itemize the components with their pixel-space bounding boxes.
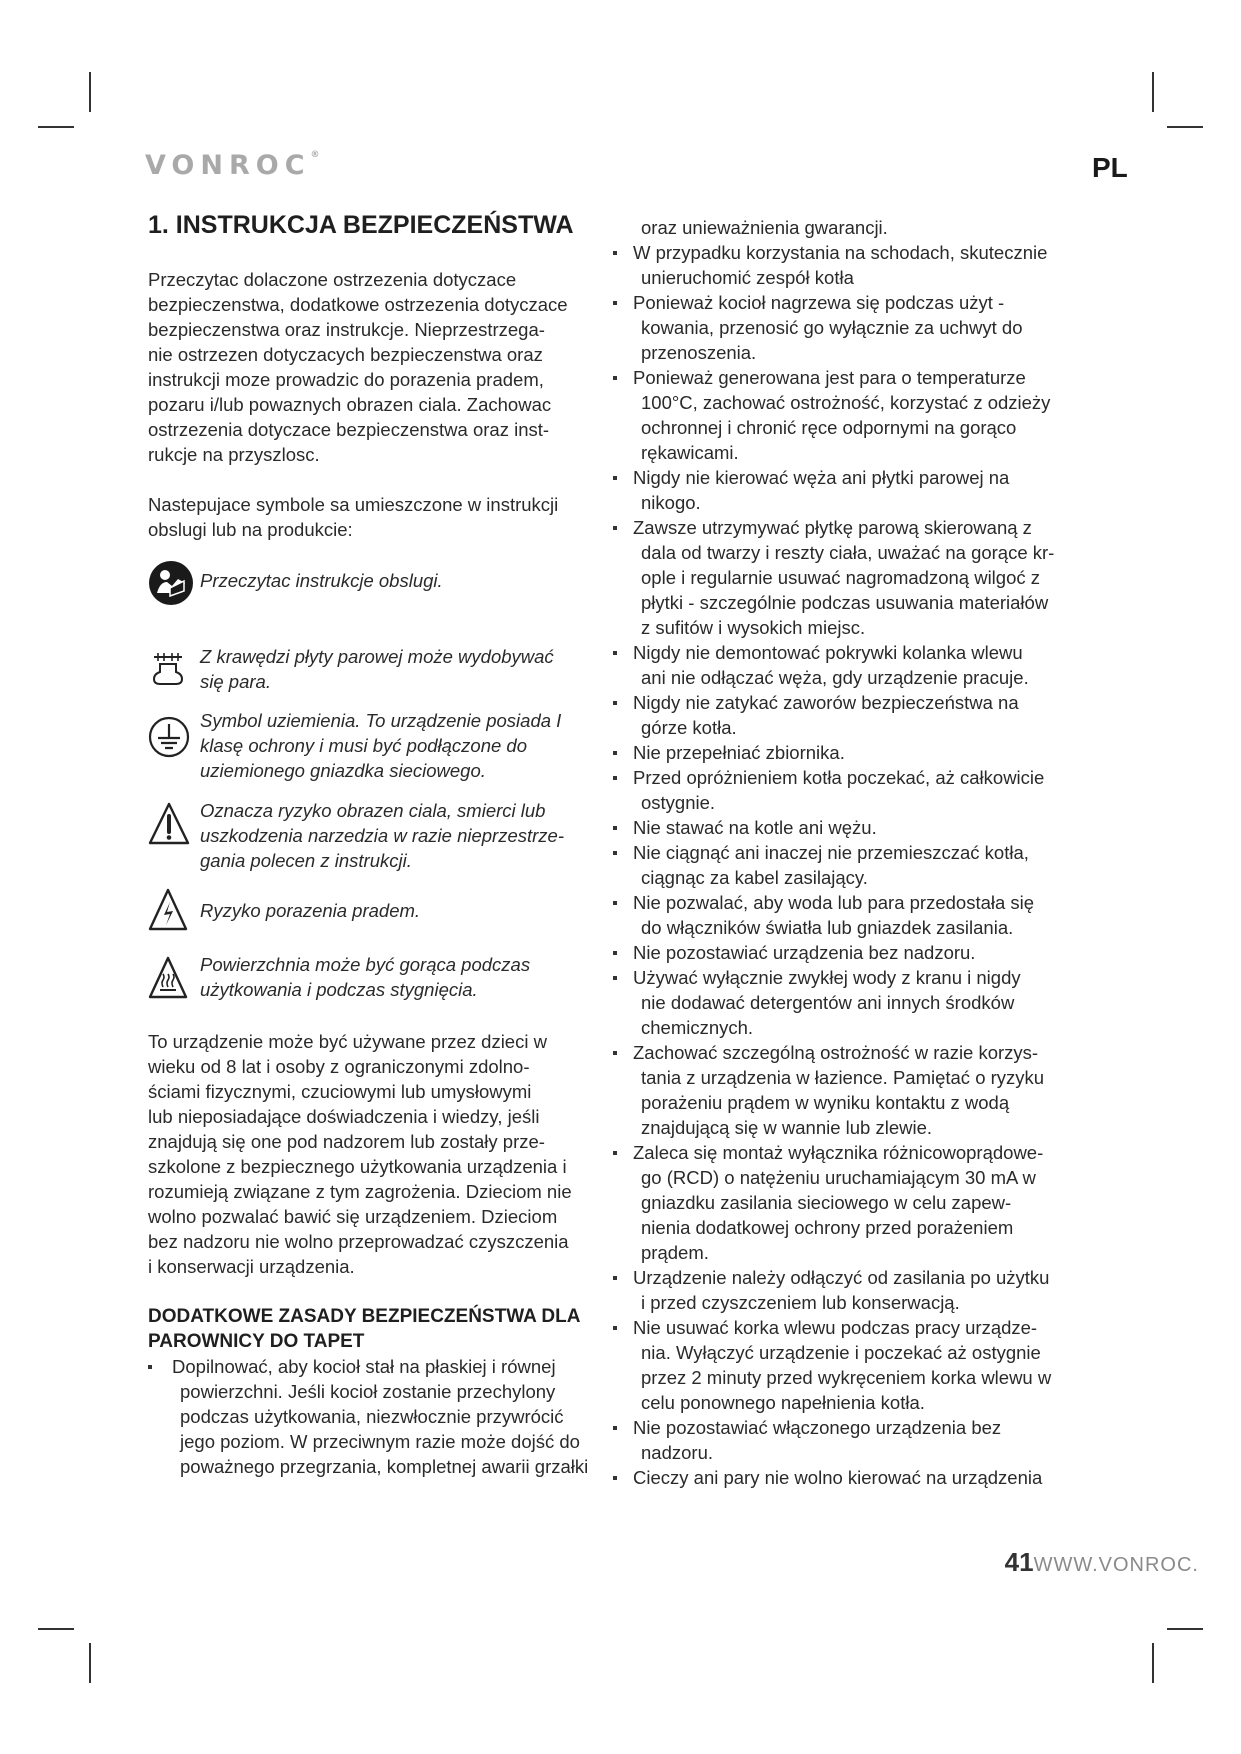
text-line: wolno pozwalać bawić się urządzeniem. Dzieciom bbox=[148, 1206, 558, 1227]
text-line: Nie pozostawiać włączonego urządzenia bez bbox=[633, 1417, 1002, 1438]
text-line: Przeczytac dolaczone ostrzezenia dotyczace bbox=[148, 269, 517, 290]
list-item bbox=[613, 965, 1073, 1040]
warning-icon bbox=[148, 798, 200, 846]
text-line: Zachować szczególną ostrożność w razie korzys- bbox=[633, 1042, 1039, 1063]
section-subheading bbox=[148, 1304, 608, 1354]
text-line: Nigdy nie demontować pokrywki kolanka wlewu bbox=[633, 642, 1023, 663]
list-item bbox=[613, 290, 1073, 365]
symbol-row bbox=[148, 888, 608, 932]
steam-plate-icon bbox=[148, 644, 200, 688]
left-column bbox=[148, 210, 608, 1479]
list-item bbox=[613, 1415, 1073, 1465]
text-line: nienia dodatkowej ochrony przed porażeniem bbox=[641, 1217, 1014, 1238]
list-item bbox=[148, 1354, 608, 1479]
crop-mark bbox=[1167, 1628, 1203, 1630]
crop-mark bbox=[1152, 1643, 1154, 1683]
text-line: poważnego przegrzania, kompletnej awarii grzałki bbox=[180, 1456, 589, 1477]
text-line: Używać wyłącznie zwykłej wody z kranu i nigdy bbox=[633, 967, 1021, 988]
text-line: To urządzenie może być używane przez dzieci w bbox=[148, 1031, 547, 1052]
symbol-description: się para. bbox=[200, 671, 271, 692]
text-line: podczas użytkowania, niezwłocznie przywrócić bbox=[180, 1406, 564, 1427]
list-item bbox=[613, 365, 1073, 465]
list-item bbox=[613, 890, 1073, 940]
text-line: nia. Wyłączyć urządzenie i poczekać aż ostygnie bbox=[641, 1342, 1041, 1363]
language-code: PL bbox=[1092, 152, 1128, 183]
text-line: i konserwacji urządzenia. bbox=[148, 1256, 355, 1277]
symbol-description: użytkowania i podczas stygnięcia. bbox=[200, 979, 478, 1000]
list-item bbox=[613, 840, 1073, 890]
text-line: unieruchomić zespół kotła bbox=[641, 267, 854, 288]
list-item bbox=[613, 465, 1073, 515]
text-line: ściami fizycznymi, czuciowymi lub umysłowymi bbox=[148, 1081, 532, 1102]
text-line: tania z urządzenia w łazience. Pamiętać o ryzyku bbox=[641, 1067, 1045, 1088]
text-line: górze kotła. bbox=[641, 717, 737, 738]
text-line: przez 2 minuty przed wykręceniem korka wlewu w bbox=[641, 1367, 1052, 1388]
text-line: Przed opróżnieniem kotła poczekać, aż całkowicie bbox=[633, 767, 1045, 788]
subheading-line: PAROWNICY DO TAPET bbox=[148, 1331, 365, 1352]
list-item bbox=[613, 1265, 1073, 1315]
intro-paragraph bbox=[148, 267, 608, 467]
list-item bbox=[613, 515, 1073, 640]
symbol-description: Ryzyko porazenia pradem. bbox=[200, 900, 421, 921]
text-line: W przypadku korzystania na schodach, skutecznie bbox=[633, 242, 1048, 263]
bullet-list bbox=[148, 1354, 608, 1479]
text-line: nie ostrzezen dotyczacych bezpieczenstwa oraz bbox=[148, 344, 543, 365]
text-line: ostygnie. bbox=[641, 792, 716, 813]
list-item bbox=[613, 1315, 1073, 1415]
text-line: i przed czyszczeniem lub konserwacją. bbox=[641, 1292, 960, 1313]
text-line: Dopilnować, aby kocioł stał na płaskiej i równej bbox=[172, 1356, 556, 1377]
symbol-description: Powierzchnia może być gorąca podczas bbox=[200, 954, 531, 975]
subheading-line: DODATKOWE ZASADY BEZPIECZEŃSTWA DLA bbox=[148, 1306, 581, 1327]
children-paragraph bbox=[148, 1029, 608, 1279]
text-line: pozaru i/lub powaznych obrazen ciala. Zachowac bbox=[148, 394, 552, 415]
text-line: rozumieją związane z tym zagrożenia. Dzieciom nie bbox=[148, 1181, 572, 1202]
text-line: ciągnąc za kabel zasilający. bbox=[641, 867, 868, 888]
text-line: chemicznych. bbox=[641, 1017, 754, 1038]
text-line: Nie pozwalać, aby woda lub para przedostała się bbox=[633, 892, 1035, 913]
text-line: ople i regularnie usuwać nagromadzoną wilgoć z bbox=[641, 567, 1041, 588]
text-line: Nie przepełniać zbiornika. bbox=[633, 742, 845, 763]
text-line: ochronnej i chronić ręce odpornymi na gorąco bbox=[641, 417, 1017, 438]
text-line: Nastepujace symbole sa umieszczone w instrukcji bbox=[148, 494, 559, 515]
text-line: ostrzezenia dotyczace bezpieczenstwa oraz inst- bbox=[148, 419, 550, 440]
text-line: Cieczy ani pary nie wolno kierować na urządzenia bbox=[633, 1467, 1043, 1488]
text-line: Nigdy nie zatykać zaworów bezpieczeństwa na bbox=[633, 692, 1019, 713]
crop-mark bbox=[38, 126, 74, 128]
symbol-description: Z krawędzi płyty parowej może wydobywać bbox=[200, 646, 554, 667]
text-line: szkolone z bezpiecznego użytkowania urządzenia i bbox=[148, 1156, 567, 1177]
text-line: gniazdku zasilania sieciowego w celu zapew- bbox=[641, 1192, 1012, 1213]
symbol-description: Oznacza ryzyko obrazen ciala, smierci lub bbox=[200, 800, 546, 821]
read-manual-icon bbox=[148, 560, 200, 606]
list-item bbox=[613, 940, 1073, 965]
text-line: celu ponownego napełnienia kotła. bbox=[641, 1392, 925, 1413]
text-line: przenoszenia. bbox=[641, 342, 757, 363]
symbol-description: uszkodzenia narzedzia w razie nieprzestrze- bbox=[200, 825, 565, 846]
symbol-row bbox=[148, 708, 608, 783]
text-line: znajdują się one pod nadzorem lub zostały prze- bbox=[148, 1131, 545, 1152]
symbol-description: Symbol uziemienia. To urządzenie posiada I bbox=[200, 710, 562, 731]
list-item bbox=[613, 640, 1073, 690]
list-item bbox=[613, 765, 1073, 815]
symbol-row bbox=[148, 798, 608, 873]
text-line: obslugi lub na produkcie: bbox=[148, 519, 353, 540]
brand-logo: VONROC® bbox=[145, 150, 320, 181]
list-item bbox=[613, 240, 1073, 290]
symbol-description: uziemionego gniazdka sieciowego. bbox=[200, 760, 486, 781]
text-line: go (RCD) o natężeniu uruchamiającym 30 mA w bbox=[641, 1167, 1036, 1188]
symbol-row bbox=[148, 644, 608, 694]
crop-mark bbox=[89, 72, 91, 112]
page-number: 41 bbox=[1004, 1547, 1034, 1577]
right-column bbox=[613, 215, 1073, 1490]
symbol-description: gania polecen z instrukcji. bbox=[200, 850, 412, 871]
text-line: lub nieposiadające doświadczenia i wiedzy, jeśli bbox=[148, 1106, 540, 1127]
text-line: Nie stawać na kotle ani wężu. bbox=[633, 817, 877, 838]
list-item bbox=[613, 690, 1073, 740]
hot-surface-icon bbox=[148, 952, 200, 1000]
text-line: nikogo. bbox=[641, 492, 701, 513]
crop-mark bbox=[38, 1628, 74, 1630]
text-line: Ponieważ generowana jest para o temperaturze bbox=[633, 367, 1026, 388]
crop-mark bbox=[89, 1643, 91, 1683]
text-line: Nie usuwać korka wlewu podczas pracy urządze- bbox=[633, 1317, 1038, 1338]
ground-symbol-icon bbox=[148, 708, 200, 758]
symbol-description: Przeczytac instrukcje obslugi. bbox=[200, 570, 443, 591]
text-line: prądem. bbox=[641, 1242, 709, 1263]
text-line: znajdującą się w wannie lub zlewie. bbox=[641, 1117, 933, 1138]
text-line: nadzoru. bbox=[641, 1442, 713, 1463]
text-line: porażeniu prądem w wyniku kontaktu z wodą bbox=[641, 1092, 1010, 1113]
text-line: Zawsze utrzymywać płytkę parową skierowaną z bbox=[633, 517, 1032, 538]
text-line: Nigdy nie kierować węża ani płytki parowej na bbox=[633, 467, 1010, 488]
symbol-row bbox=[148, 952, 608, 1002]
list-item bbox=[613, 740, 1073, 765]
text-line: bez nadzoru nie wolno przeprowadzać czyszczenia bbox=[148, 1231, 569, 1252]
text-line: Nie ciągnąć ani inaczej nie przemieszczać kotła, bbox=[633, 842, 1029, 863]
text-line: Ponieważ kocioł nagrzewa się podczas użyt - bbox=[633, 292, 1005, 313]
text-line: powierzchni. Jeśli kocioł zostanie przechylony bbox=[180, 1381, 556, 1402]
crop-mark bbox=[1152, 72, 1154, 112]
symbol-row bbox=[148, 560, 608, 606]
text-line: bezpieczenstwa, dodatkowe ostrzezenia dotyczace bbox=[148, 294, 568, 315]
continuation-text: oraz unieważnienia gwarancji. bbox=[641, 217, 888, 238]
text-line: do włączników światła lub gniazdek zasilania. bbox=[641, 917, 1014, 938]
symbol-description: klasę ochrony i musi być podłączone do bbox=[200, 735, 528, 756]
list-item bbox=[613, 1040, 1073, 1140]
text-line: 100°C, zachować ostrożność, korzystać z odzieży bbox=[641, 392, 1051, 413]
list-item bbox=[613, 1465, 1073, 1490]
text-line: instrukcji moze prowadzic do porazenia pradem, bbox=[148, 369, 544, 390]
text-line: wieku od 8 lat i osoby z ograniczonymi zdolno- bbox=[148, 1056, 530, 1077]
text-line: ani nie odłączać węża, gdy urządzenie pracuje. bbox=[641, 667, 1029, 688]
list-item bbox=[613, 1140, 1073, 1265]
text-line: dala od twarzy i reszty ciała, uważać na gorące kr- bbox=[641, 542, 1055, 563]
website-url: WWW.VONROC. bbox=[1033, 1554, 1199, 1576]
text-line: Nie pozostawiać urządzenia bez nadzoru. bbox=[633, 942, 976, 963]
text-line: z sufitów i wysokich miejsc. bbox=[641, 617, 866, 638]
page-footer bbox=[1005, 1547, 1199, 1578]
text-line: nie dodawać detergentów ani innych środków bbox=[641, 992, 1015, 1013]
bullet-list bbox=[613, 240, 1073, 1490]
crop-mark bbox=[1167, 126, 1203, 128]
text-line: Urządzenie należy odłączyć od zasilania po użytku bbox=[633, 1267, 1050, 1288]
text-line: kowania, przenosić go wyłącznie za uchwyt do bbox=[641, 317, 1023, 338]
text-line: Zaleca się montaż wyłącznika różnicowoprądowe- bbox=[633, 1142, 1044, 1163]
symbols-intro bbox=[148, 492, 608, 542]
text-line: bezpieczenstwa oraz instrukcje. Nieprzestrzega- bbox=[148, 319, 545, 340]
page-title: 1. INSTRUKCJA BEZPIECZEŃSTWA bbox=[148, 211, 574, 239]
text-line: rukcje na przyszlosc. bbox=[148, 444, 320, 465]
electric-shock-icon bbox=[148, 888, 200, 932]
text-line: rękawicami. bbox=[641, 442, 739, 463]
text-line: jego poziom. W przeciwnym razie może dojść do bbox=[180, 1431, 580, 1452]
list-item bbox=[613, 815, 1073, 840]
text-line: płytki - szczególnie podczas usuwania materiałów bbox=[641, 592, 1049, 613]
